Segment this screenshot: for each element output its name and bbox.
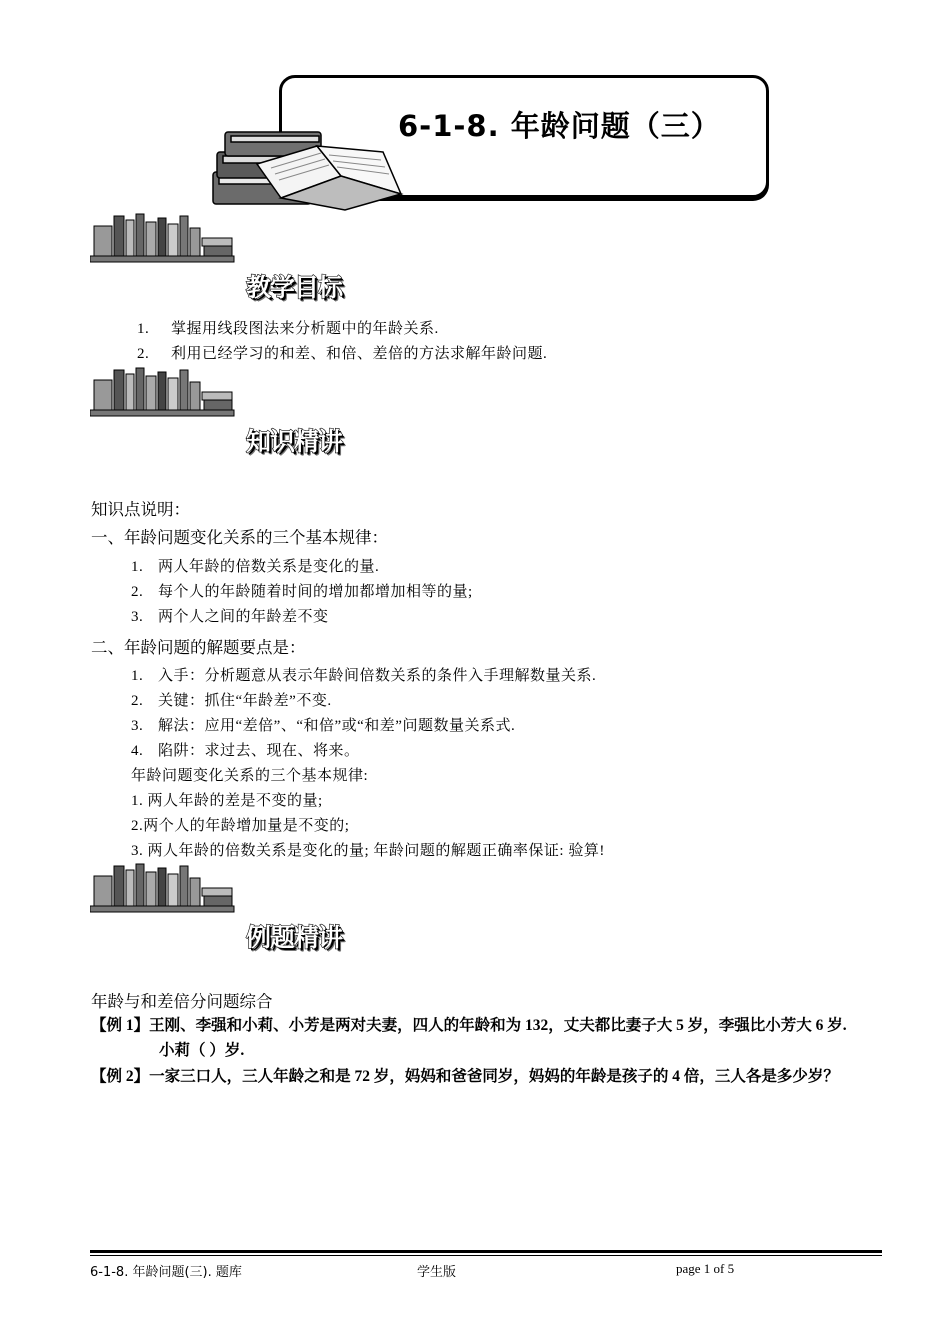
- section-title-knowledge: 知识精讲: [246, 427, 343, 456]
- rules-heading: 年龄问题变化关系的三个基本规律:: [131, 768, 369, 784]
- footer-center: 学生版: [417, 1265, 457, 1280]
- knowledge-part1-heading: 一、年龄问题变化关系的三个基本规律：: [91, 528, 388, 547]
- knowledge-part2-heading: 二、年龄问题的解题要点是：: [91, 638, 306, 657]
- knowledge-part2-item: 3. 解法：应用“差倍”、“和倍”或“和差”问题数量关系式.: [131, 718, 516, 734]
- footer-rule-thin: [90, 1255, 882, 1256]
- bookshelf-icon: [90, 364, 236, 418]
- footer-rule: [90, 1250, 882, 1253]
- footer-page-number: page 1 of 5: [676, 1261, 735, 1276]
- example-2: [91, 1064, 839, 1086]
- knowledge-part1-item: 2. 每个人的年龄随着时间的增加都增加相等的量;: [131, 584, 473, 600]
- rule-item: 2.两个人的年龄增加量是不变的;: [131, 818, 350, 834]
- books-illustration: [205, 128, 410, 213]
- section-title-goals: 教学目标: [246, 273, 343, 302]
- rule-item: 1. 两人年龄的差是不变的量;: [131, 793, 323, 809]
- example-text: 王刚、李强和小莉、小芳是两对夫妻，四人的年龄和为 132，丈夫都比妻子大 5 岁，李强比小芳大 6 岁.: [149, 1017, 847, 1034]
- goal-item: 2. 利用已经学习的和差、和倍、差倍的方法求解年龄问题.: [137, 346, 548, 362]
- knowledge-part2-item: 1. 入手：分析题意从表示年龄间倍数关系的条件入手理解数量关系.: [131, 668, 597, 684]
- example-label: 【例 1】: [91, 1017, 150, 1034]
- examples-topic: 年龄与和差倍分问题综合: [91, 992, 273, 1011]
- bookshelf-icon: [90, 210, 236, 264]
- knowledge-intro: 知识点说明：: [91, 500, 190, 519]
- example-1: [91, 1013, 847, 1035]
- example-text: 一家三口人，三人年龄之和是 72 岁，妈妈和爸爸同岁，妈妈的年龄是孩子的 4 倍，三人各是多少岁？: [149, 1068, 839, 1085]
- example-label: 【例 2】: [91, 1068, 150, 1085]
- rule-item: 3. 两人年龄的倍数关系是变化的量; 年龄问题的解题正确率保证: 验算!: [131, 843, 605, 859]
- goal-item: 1. 掌握用线段图法来分析题中的年龄关系.: [137, 321, 439, 337]
- knowledge-part2-item: 4. 陷阱：求过去、现在、将来。: [131, 743, 360, 759]
- knowledge-part2-item: 2. 关键：抓住“年龄差”不变.: [131, 693, 332, 709]
- bookshelf-icon: [90, 860, 236, 914]
- knowledge-part1-item: 3. 两个人之间的年龄差不变: [131, 609, 329, 625]
- knowledge-part1-item: 1. 两人年龄的倍数关系是变化的量.: [131, 559, 380, 575]
- example-1-continued: 小莉（ ）岁.: [159, 1042, 245, 1059]
- page-title: 6-1-8. 年龄问题（三）: [398, 109, 721, 143]
- footer-left: 6-1-8. 年龄问题(三). 题库: [90, 1265, 242, 1280]
- section-title-examples: 例题精讲: [246, 923, 343, 952]
